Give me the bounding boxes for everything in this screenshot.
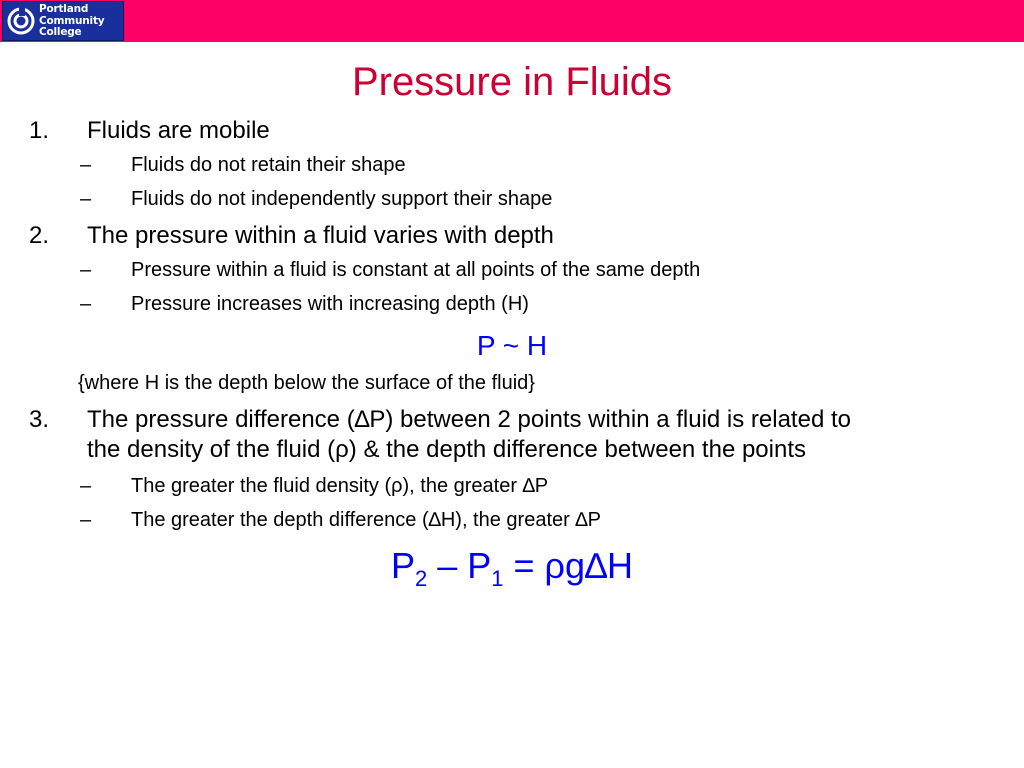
item-text-continued: the density of the fluid (ρ) & the depth difference between the points (87, 436, 807, 463)
sub-item-text: Fluids do not independently support their shape (131, 188, 553, 210)
sub-bullet: – (80, 259, 92, 281)
sub-bullet: – (80, 154, 92, 176)
sub-bullet: – (80, 475, 92, 497)
formula-p1: P (467, 545, 492, 586)
slide-title: Pressure in Fluids (351, 60, 673, 104)
sub-item-text: The greater the depth difference (∆H), the greater ∆P (131, 509, 601, 531)
item-number: 2. (29, 222, 50, 249)
logo-text (39, 4, 104, 39)
logo-line: College (39, 26, 82, 38)
item-text: The pressure difference (∆P) between 2 points within a fluid is related to (87, 406, 851, 433)
logo-line: Portland (39, 3, 89, 15)
pcc-swirl-logo-icon (6, 6, 36, 36)
item-number: 3. (29, 406, 50, 433)
sub-bullet: – (80, 509, 92, 531)
sub-item-text: Pressure within a fluid is constant at all points of the same depth (131, 259, 701, 281)
formula-p2: P (390, 545, 415, 586)
item-text: Fluids are mobile (87, 117, 270, 144)
sub-bullet: – (80, 293, 92, 315)
formula-rhs: = ρg∆H (503, 545, 634, 586)
sub-item-text: Fluids do not retain their shape (131, 154, 406, 176)
formula-p-proportional-h: P ~ H (476, 330, 548, 361)
college-logo[interactable] (2, 1, 124, 41)
depth-note: {where H is the depth below the surface of the fluid} (78, 372, 535, 394)
item-number: 1. (29, 117, 50, 144)
sub-item-text: The greater the fluid density (ρ), the greater ∆P (131, 475, 549, 497)
logo-line: Community (39, 14, 105, 27)
sub-bullet: – (80, 188, 92, 210)
pressure-difference-formula (0, 546, 1024, 599)
header-bar (0, 0, 1024, 42)
formula-subscript-1: 1 (491, 566, 504, 591)
formula-subscript-2: 2 (414, 566, 428, 591)
formula-minus: – (427, 545, 468, 586)
sub-item-text: Pressure increases with increasing depth (H) (131, 293, 529, 315)
item-text: The pressure within a fluid varies with depth (87, 222, 554, 249)
